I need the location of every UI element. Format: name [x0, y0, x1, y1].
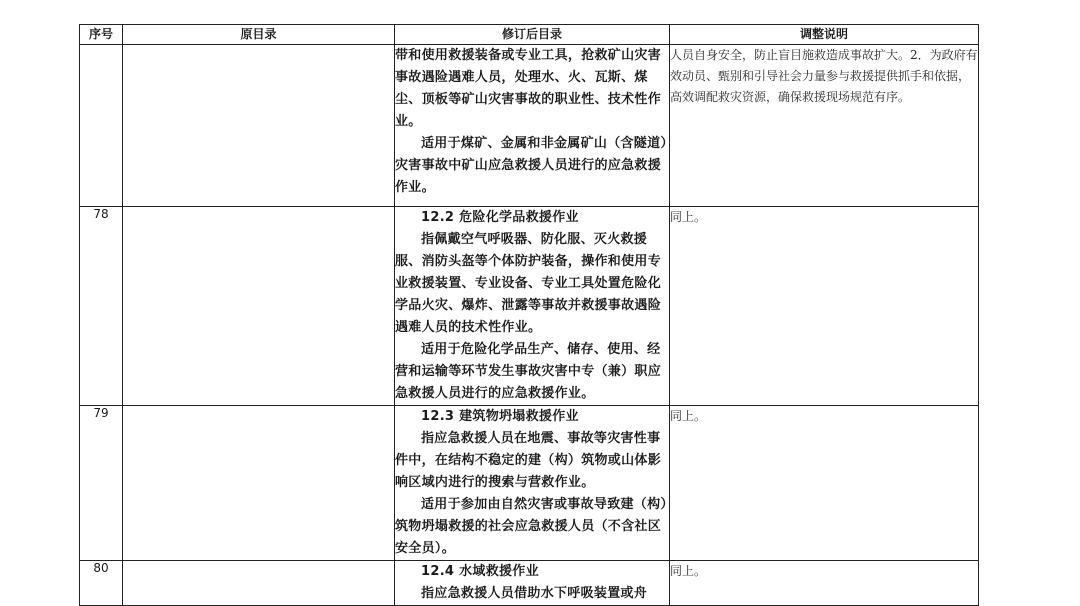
revised-paragraph: 适用于危险化学品生产、储存、使用、经营和运输等环节发生事故灾害中专（兼）职应急救援人员进行的应急救援作业。	[395, 342, 662, 401]
row-original	[123, 561, 395, 606]
row-original	[123, 406, 395, 561]
table-row	[80, 207, 979, 406]
header-note: 调整说明	[670, 25, 979, 45]
table-row	[80, 561, 979, 606]
header-original: 原目录	[123, 25, 395, 45]
revised-item-title: 12.3 建筑物坍塌救援作业	[421, 409, 579, 424]
table-row	[80, 45, 979, 207]
row-no: 78	[80, 207, 123, 406]
revised-paragraph: 指佩戴空气呼吸器、防化服、灭火救援服、消防头盔等个体防护装备，操作和使用专业救援装置、专业设备、专业工具处置危险化学品火灾、爆炸、泄露等事故并救援事故遇险遇难人员的技术性作业。	[395, 232, 662, 335]
table-row	[80, 406, 979, 561]
row-original	[123, 45, 395, 207]
row-no	[80, 45, 123, 207]
revised-item-title: 12.2 危险化学品救援作业	[421, 210, 579, 225]
revised-paragraph: 指应急救援人员借助水下呼吸装置或舟	[421, 586, 648, 601]
row-original	[123, 207, 395, 406]
revised-paragraph: 适用于煤矿、金属和非金属矿山（含隧道）灾害事故中矿山应急救援人员进行的应急救援作业。	[395, 136, 668, 195]
revised-paragraph: 适用于参加由自然灾害或事故导致建（构）筑物坍塌救援的社会应急救援人员（不含社区安全员）。	[395, 497, 668, 556]
catalog-revision-table	[79, 24, 979, 606]
row-revised	[395, 406, 670, 561]
row-no: 80	[80, 561, 123, 606]
row-note: 同上。	[670, 561, 979, 606]
row-no: 79	[80, 406, 123, 561]
revised-paragraph: 指应急救援人员在地震、事故等灾害性事件中，在结构不稳定的建（构）筑物或山体影响区域内进行的搜索与营救作业。	[395, 431, 662, 490]
revised-item-title: 12.4 水域救援作业	[421, 564, 539, 579]
revised-paragraph: 带和使用救援装备或专业工具，抢救矿山灾害事故遇险遇难人员，处理水、火、瓦斯、煤尘、顶板等矿山灾害事故的职业性、技术性作业。	[395, 48, 662, 129]
row-revised	[395, 207, 670, 406]
row-note: 人员自身安全，防止盲目施救造成事故扩大。2．为政府有效动员、甄别和引导社会力量参与救援提供抓手和依据，高效调配救灾资源，确保救援现场规范有序。	[670, 45, 979, 207]
table-header-row	[80, 25, 979, 45]
row-revised	[395, 561, 670, 606]
header-revised: 修订后目录	[395, 25, 670, 45]
row-revised	[395, 45, 670, 207]
header-no: 序号	[80, 25, 123, 45]
row-note: 同上。	[670, 207, 979, 406]
row-note: 同上。	[670, 406, 979, 561]
